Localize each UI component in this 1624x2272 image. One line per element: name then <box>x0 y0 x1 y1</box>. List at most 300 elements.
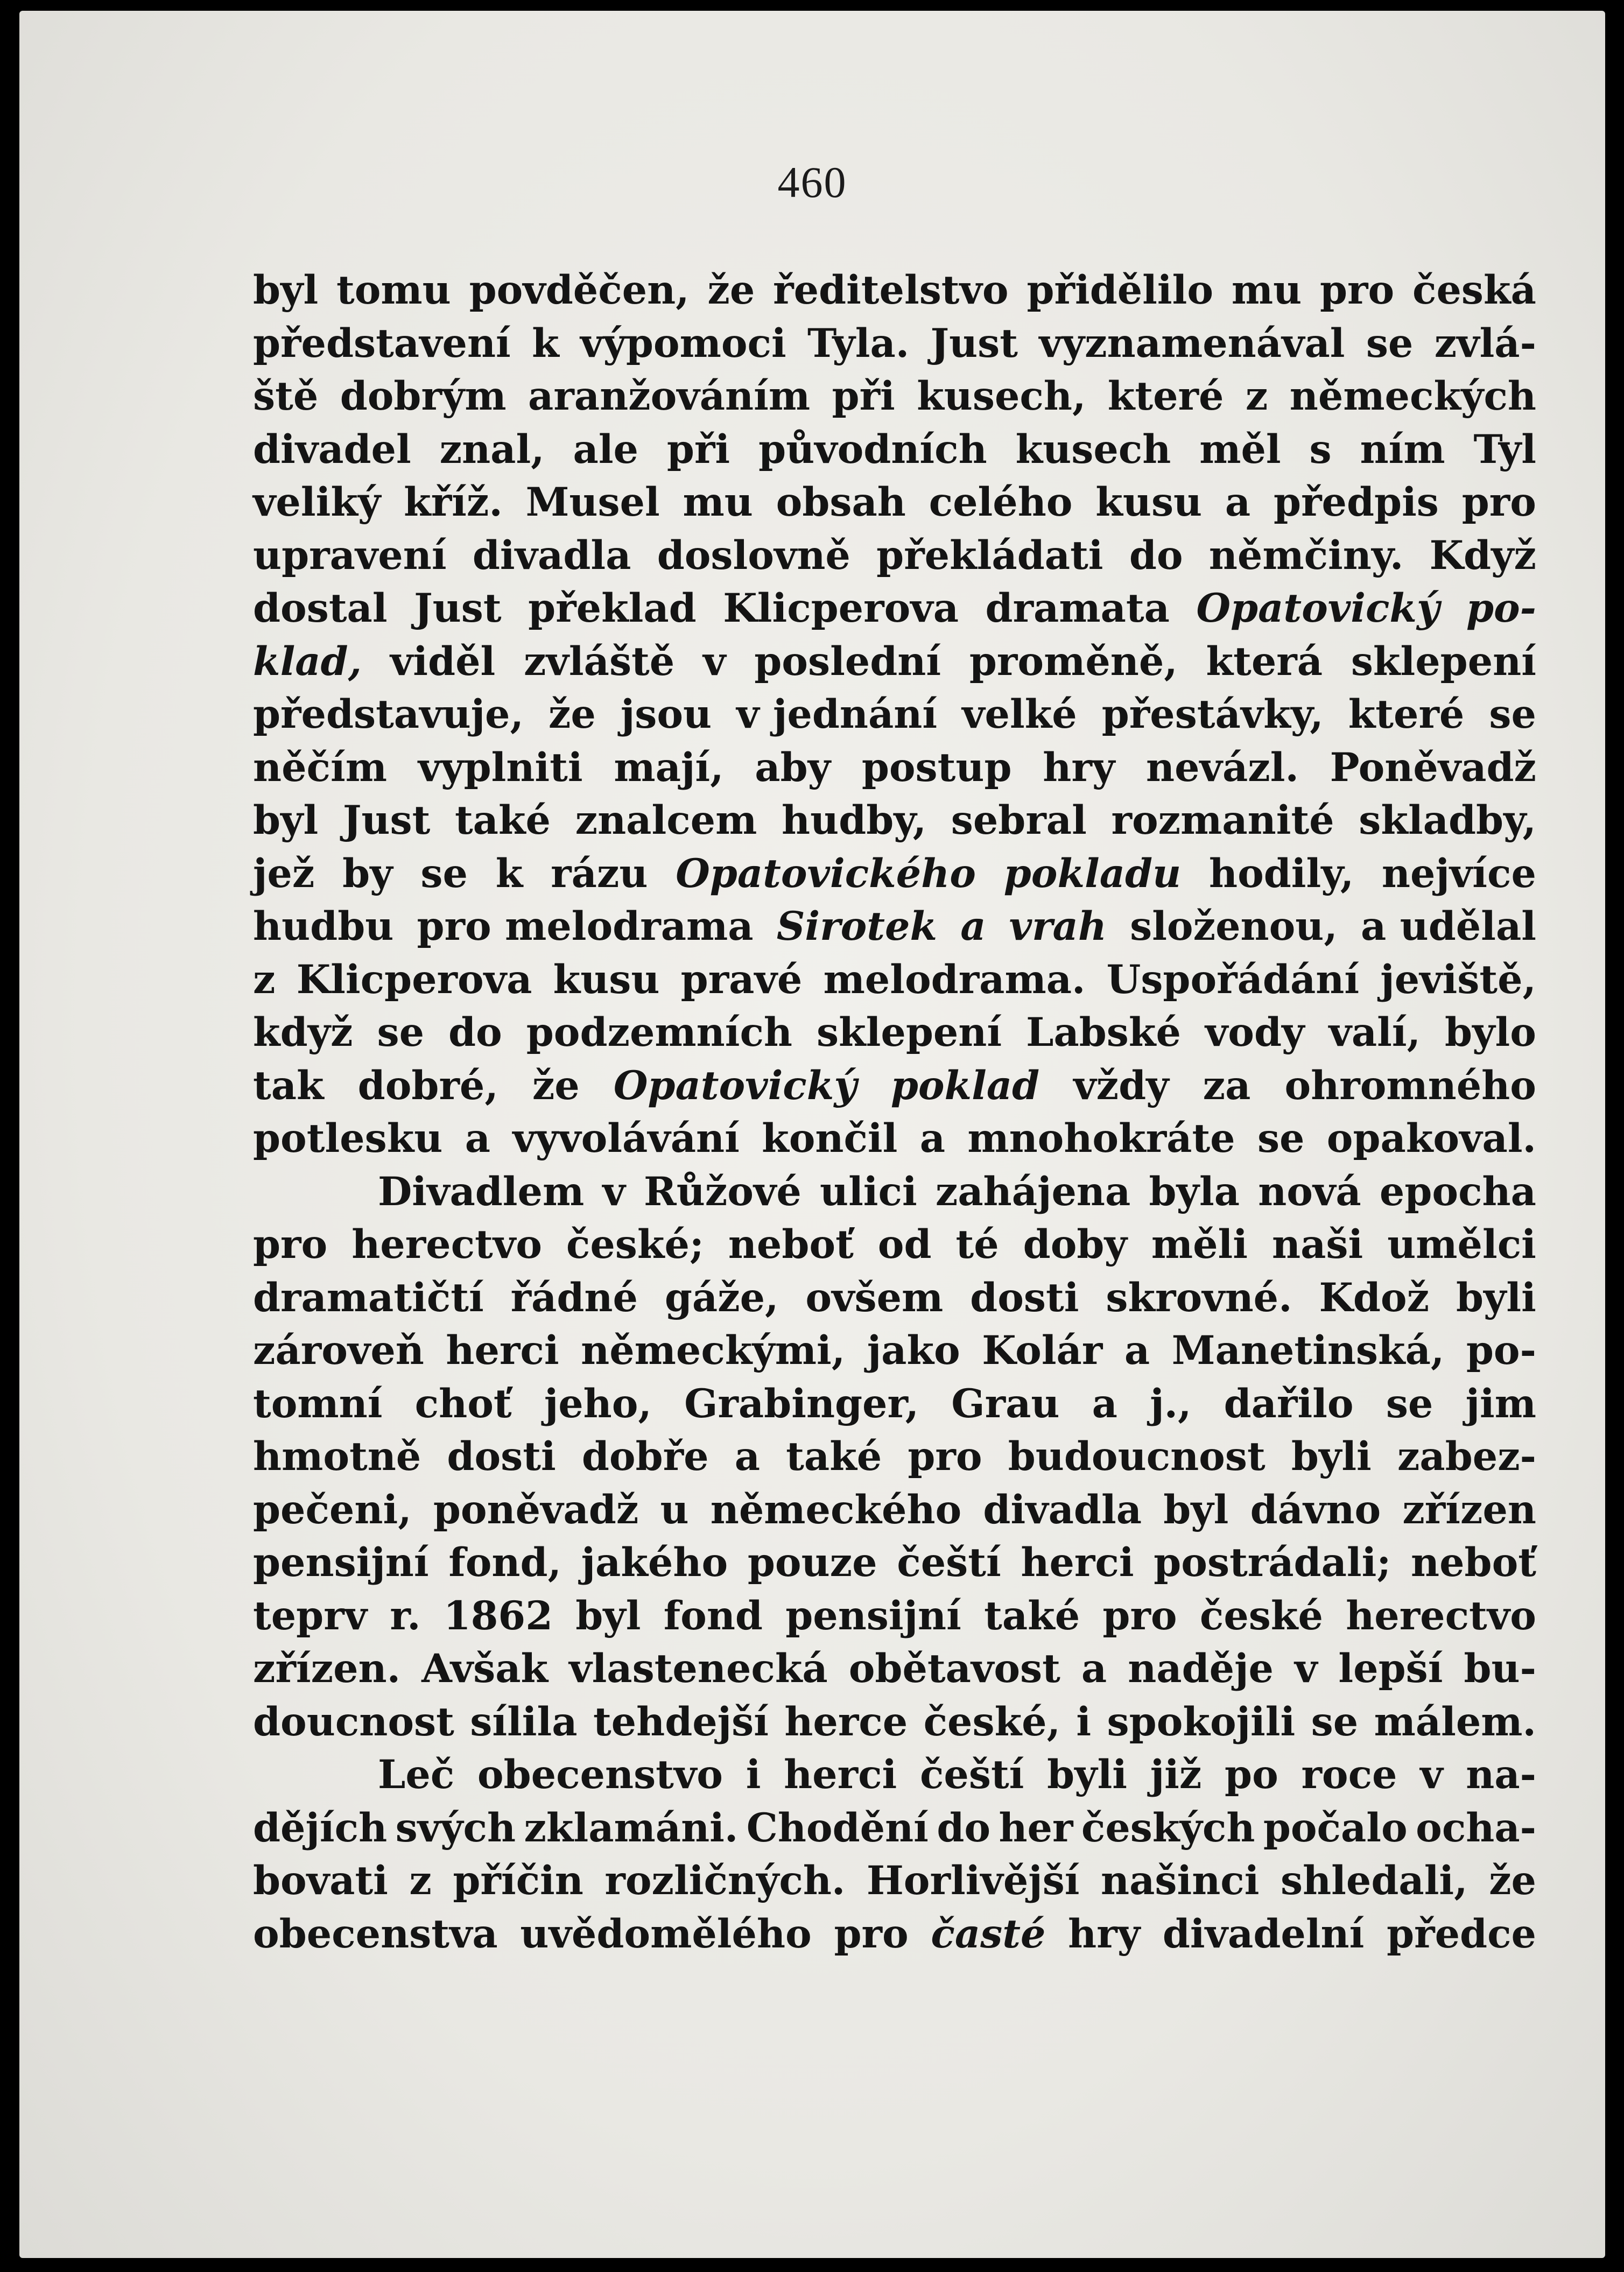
word: našinci <box>1101 1858 1260 1904</box>
word: pensijní <box>253 1539 429 1586</box>
word: česká <box>1412 267 1536 313</box>
word: také <box>454 797 551 843</box>
word: budoucnost <box>1008 1433 1266 1480</box>
word: se <box>1366 320 1414 367</box>
word: již <box>1150 1752 1202 1798</box>
word: od <box>877 1221 932 1268</box>
text-line <box>253 1536 1536 1589</box>
word: v <box>1294 1645 1318 1692</box>
word: z <box>253 956 276 1003</box>
word: složenou, <box>1130 903 1338 949</box>
text-line <box>253 529 1536 582</box>
word: dařilo <box>1224 1380 1354 1427</box>
word: byli <box>1047 1752 1128 1798</box>
word: a <box>1124 1327 1150 1374</box>
word: divadla <box>472 532 631 579</box>
text-line <box>253 900 1536 953</box>
word: herci <box>784 1752 897 1798</box>
word: tak <box>253 1062 324 1109</box>
word: byla <box>1149 1168 1240 1215</box>
word: byli <box>1456 1274 1536 1321</box>
word: dávno <box>1250 1486 1381 1533</box>
italic-word: a <box>960 903 986 949</box>
word: dosti <box>447 1433 556 1480</box>
word: teprv <box>253 1592 368 1639</box>
italic-word: Sirotek <box>776 903 938 949</box>
italic-word: časté <box>931 1910 1046 1957</box>
word: pro <box>908 1433 982 1480</box>
text-line <box>253 1430 1536 1483</box>
word: obsah <box>776 479 906 525</box>
word: a <box>919 1115 946 1162</box>
word: Just <box>930 320 1018 367</box>
text-line <box>253 582 1536 635</box>
text-line <box>253 1218 1536 1271</box>
word: dramata <box>985 585 1170 631</box>
word: r. <box>390 1592 421 1639</box>
word: mu <box>683 479 753 525</box>
word: divadelní <box>1162 1910 1365 1957</box>
word: poslední <box>754 638 941 685</box>
word: mnohokráte <box>967 1115 1235 1162</box>
word: nevázl. <box>1146 744 1299 791</box>
word: neboť <box>1411 1539 1536 1586</box>
word: herci <box>446 1327 559 1374</box>
word: naděje <box>1128 1645 1274 1692</box>
word: byl <box>1163 1486 1229 1533</box>
word: her <box>999 1804 1073 1851</box>
word: se <box>377 1009 425 1056</box>
word: pro <box>253 1221 328 1268</box>
word: pro <box>834 1910 909 1957</box>
word: měl <box>1199 426 1281 473</box>
word: že <box>707 267 755 313</box>
word: kusu <box>1095 479 1203 525</box>
word: byl <box>575 1592 641 1639</box>
word: Poněvadž <box>1330 744 1536 791</box>
word: mají, <box>614 744 724 791</box>
word: j., <box>1150 1380 1192 1427</box>
word: něčím <box>253 744 387 791</box>
word: rozmanité <box>1111 797 1334 843</box>
word: kusu <box>553 956 660 1003</box>
word: jakého <box>581 1539 728 1586</box>
word: ocha- <box>1416 1804 1536 1851</box>
word: z <box>1245 373 1268 419</box>
word: té <box>955 1221 999 1268</box>
word: ulici <box>820 1168 917 1215</box>
text-line <box>253 635 1536 688</box>
word: Labské <box>1026 1009 1181 1056</box>
word: s <box>1309 426 1332 473</box>
word: dobrým <box>340 373 507 419</box>
word: fond <box>663 1592 763 1639</box>
word: herci <box>1021 1539 1134 1586</box>
word: aranžováním <box>528 373 811 419</box>
word: hry <box>1068 1910 1141 1957</box>
word: herectvo <box>351 1221 542 1268</box>
word: do <box>937 1804 991 1851</box>
word: Divadlem <box>378 1168 585 1215</box>
book-page <box>19 11 1605 2258</box>
word: zřízen. <box>253 1645 401 1692</box>
word: hmotně <box>253 1433 421 1480</box>
word: melodrama. <box>823 956 1086 1003</box>
word: měli <box>1151 1221 1248 1268</box>
word: i <box>746 1752 761 1798</box>
word: Klicperova <box>723 585 959 631</box>
word: sklepení <box>816 1009 1002 1056</box>
word: ale <box>573 426 638 473</box>
text-line <box>253 1642 1536 1696</box>
word: opakoval. <box>1326 1115 1536 1162</box>
word: kusech <box>1015 426 1171 473</box>
word: a <box>1081 1645 1107 1692</box>
word: dějích <box>253 1804 388 1851</box>
word: gáže, <box>664 1274 779 1321</box>
word: celého <box>929 479 1073 525</box>
word: při <box>832 373 895 419</box>
word: příčin <box>453 1858 583 1904</box>
text-line <box>253 741 1536 794</box>
word: české, <box>923 1698 1061 1745</box>
word: pouze <box>747 1539 877 1586</box>
word: do <box>1129 532 1183 579</box>
word: představení <box>253 320 511 367</box>
word: zklamáni. <box>524 1804 739 1851</box>
word: Chodění <box>746 1804 929 1851</box>
italic-word: pokladu <box>1003 850 1182 897</box>
word: lepší <box>1338 1645 1443 1692</box>
text-line <box>253 317 1536 370</box>
word: Just <box>342 797 431 843</box>
word: jeviště, <box>1380 956 1536 1003</box>
word: shledali, <box>1281 1858 1468 1904</box>
word: české <box>1199 1592 1323 1639</box>
word: v <box>1420 1752 1443 1798</box>
word: rozličných. <box>604 1858 846 1904</box>
word: při <box>666 426 730 473</box>
word: naši <box>1272 1221 1363 1268</box>
word: Když <box>1429 532 1536 579</box>
word: sebral <box>951 797 1087 843</box>
word: a udělal <box>1360 903 1536 949</box>
word: Kdož <box>1319 1274 1430 1321</box>
word: Uspořádání <box>1106 956 1360 1003</box>
text-line <box>253 1006 1536 1059</box>
word: neboť <box>728 1221 854 1268</box>
text-line <box>253 1324 1536 1377</box>
text-line <box>253 1483 1536 1537</box>
word: z <box>409 1858 432 1904</box>
word: do <box>448 1009 502 1056</box>
word: k <box>532 320 559 367</box>
word: proměně, <box>969 638 1178 685</box>
word: ním <box>1360 426 1445 473</box>
word: které <box>1348 691 1465 737</box>
word: předce <box>1387 1910 1536 1957</box>
word: málem. <box>1374 1698 1536 1745</box>
word: tomu <box>336 267 451 313</box>
word: hodily, <box>1209 850 1354 897</box>
word: čeští <box>897 1539 1001 1586</box>
italic-word: vrah <box>1009 903 1107 949</box>
word: zabez- <box>1397 1433 1536 1480</box>
word: po- <box>1466 1327 1536 1374</box>
word: poněvadž <box>433 1486 639 1533</box>
word: a <box>465 1115 491 1162</box>
body-text <box>253 264 1536 1960</box>
word: hudby, <box>782 797 927 843</box>
word: kříž. <box>404 479 503 525</box>
text-line <box>253 688 1536 741</box>
word: veliký <box>253 479 381 525</box>
word: pro <box>1102 1592 1177 1639</box>
word: Grau <box>951 1380 1060 1427</box>
word: kusech, <box>917 373 1086 419</box>
word: obecenstvo <box>477 1752 723 1798</box>
word: které <box>1107 373 1224 419</box>
text-line <box>253 476 1536 529</box>
page-number: 460 <box>777 158 847 207</box>
word: zřízen <box>1402 1486 1536 1533</box>
word: byli <box>1291 1433 1372 1480</box>
word: znal, <box>439 426 545 473</box>
word: ovšem <box>805 1274 944 1321</box>
word: vyvolávání <box>512 1115 740 1162</box>
word: zvlá- <box>1434 320 1536 367</box>
word: že <box>548 691 596 737</box>
word: jež <box>253 850 315 897</box>
text-line <box>253 1748 1536 1802</box>
word: k <box>495 850 523 897</box>
word: mu <box>1231 267 1302 313</box>
word: valí, <box>1328 1009 1421 1056</box>
word: bylo <box>1445 1009 1536 1056</box>
word: dobré, <box>357 1062 498 1109</box>
word: sklepení <box>1351 638 1536 685</box>
word: podzemních <box>526 1009 792 1056</box>
word: znalcem <box>575 797 757 843</box>
word: která <box>1206 638 1323 685</box>
word: u <box>660 1486 689 1533</box>
word: postup <box>861 744 1012 791</box>
word: byl <box>253 797 319 843</box>
word: se <box>1257 1115 1305 1162</box>
word: Tyla. <box>807 320 910 367</box>
word: vždy <box>1073 1062 1169 1109</box>
word: překlad <box>528 585 697 631</box>
text-line <box>253 1854 1536 1908</box>
italic-word: Opatovického <box>676 850 976 897</box>
word: a <box>734 1433 761 1480</box>
text-line <box>253 1112 1536 1165</box>
word: nejvíce <box>1381 850 1536 897</box>
word: tomní <box>253 1380 383 1427</box>
word: jako <box>867 1327 960 1374</box>
word: zvláště <box>524 638 675 685</box>
word: postrádali; <box>1154 1539 1391 1586</box>
word: Musel <box>525 479 660 525</box>
word: také <box>786 1433 882 1480</box>
word: zároveň <box>253 1327 424 1374</box>
word: řádné <box>510 1274 638 1321</box>
italic-word: poklad <box>890 1062 1040 1109</box>
word: pro <box>1461 479 1536 525</box>
word: svých <box>395 1804 516 1851</box>
word: za <box>1203 1062 1251 1109</box>
word: uvědomělého <box>520 1910 812 1957</box>
word: dobře <box>581 1433 709 1480</box>
italic-word: Opatovický <box>1196 585 1440 631</box>
word: divadla <box>983 1486 1142 1533</box>
word: zahájena <box>935 1168 1131 1215</box>
word: vyplniti <box>418 744 583 791</box>
word: němčiny. <box>1208 532 1404 579</box>
word: v <box>703 638 726 685</box>
text-line <box>253 953 1536 1007</box>
word: pravé <box>680 956 803 1003</box>
word: dosti <box>970 1274 1079 1321</box>
word: se <box>1386 1380 1433 1427</box>
text-line <box>253 1802 1536 1855</box>
word: 1862 <box>443 1592 553 1639</box>
word: jsou <box>620 691 712 737</box>
italic-word: klad, <box>253 638 362 685</box>
word: aby <box>755 744 831 791</box>
word: Tyl <box>1473 426 1536 473</box>
text-line <box>253 1271 1536 1325</box>
word: Grabinger, <box>684 1380 919 1427</box>
word: Just <box>414 585 502 631</box>
word: předpis <box>1274 479 1439 525</box>
word: na- <box>1466 1752 1536 1798</box>
word: fond, <box>448 1539 561 1586</box>
word: představuje, <box>253 691 524 737</box>
word: bovati <box>253 1858 388 1904</box>
word: herectvo <box>1346 1592 1536 1639</box>
italic-word: po- <box>1466 585 1536 631</box>
text-line <box>253 1908 1536 1961</box>
word: doby <box>1023 1221 1127 1268</box>
word: tehdejší <box>593 1698 769 1745</box>
word: bu- <box>1464 1645 1536 1692</box>
word: hudbu <box>253 903 394 949</box>
word: herce <box>784 1698 908 1745</box>
word: divadel <box>253 426 411 473</box>
text-line <box>253 794 1536 847</box>
word: také <box>984 1592 1080 1639</box>
text-line <box>253 264 1536 317</box>
word: německými, <box>581 1327 846 1374</box>
word: po <box>1225 1752 1278 1798</box>
word: upravení <box>253 532 447 579</box>
word: vyznamenával <box>1039 320 1345 367</box>
word: Růžové <box>644 1168 802 1215</box>
word: ředitelstvo <box>773 267 1009 313</box>
word: pro <box>1320 267 1395 313</box>
word: Manetinská, <box>1171 1327 1445 1374</box>
word: německého <box>710 1486 962 1533</box>
text-line <box>253 423 1536 476</box>
word: umělci <box>1387 1221 1536 1268</box>
word: v jednání <box>736 691 938 737</box>
word: jeho, <box>544 1380 652 1427</box>
word: spokojili <box>1107 1698 1296 1745</box>
word: v <box>602 1168 625 1215</box>
word: ohromného <box>1284 1062 1536 1109</box>
word: hry <box>1043 744 1115 791</box>
word: se <box>1489 691 1536 737</box>
word: českých <box>1081 1804 1255 1851</box>
text-line <box>253 1377 1536 1431</box>
word: čeští <box>919 1752 1024 1798</box>
word: dostal <box>253 585 388 631</box>
word: by <box>342 850 393 897</box>
word: doslovně <box>657 532 850 579</box>
word: potlesku <box>253 1115 443 1162</box>
word: choť <box>414 1380 512 1427</box>
text-line <box>253 1696 1536 1749</box>
word: pečeni, <box>253 1486 412 1533</box>
text-line <box>253 1589 1536 1643</box>
word: nová <box>1258 1168 1361 1215</box>
word: přidělilo <box>1027 267 1214 313</box>
word: povděčen, <box>469 267 690 313</box>
word: Leč <box>378 1752 455 1798</box>
italic-word: Opatovický <box>613 1062 857 1109</box>
word: byl <box>253 267 319 313</box>
word: obětavost <box>848 1645 1060 1692</box>
word: překládati <box>876 532 1103 579</box>
word: dramatičtí <box>253 1274 484 1321</box>
word: české; <box>566 1221 704 1268</box>
word: Avšak <box>421 1645 549 1692</box>
word: pensijní <box>785 1592 961 1639</box>
word: a <box>1092 1380 1117 1427</box>
word: pro melodrama <box>417 903 754 949</box>
word: roce <box>1301 1752 1397 1798</box>
word: že <box>532 1062 580 1109</box>
text-line <box>253 1059 1536 1113</box>
word: když <box>253 1009 353 1056</box>
word: skladby, <box>1359 797 1536 843</box>
word: ště <box>253 373 319 419</box>
word: se <box>1311 1698 1359 1745</box>
word: vlastenecká <box>569 1645 828 1692</box>
word: končil <box>762 1115 898 1162</box>
word: velké <box>962 691 1077 737</box>
word: obecenstva <box>253 1910 498 1957</box>
word: německých <box>1289 373 1536 419</box>
word: skrovné. <box>1106 1274 1292 1321</box>
word: že <box>1489 1858 1536 1904</box>
word: i <box>1076 1698 1092 1745</box>
word: výpomoci <box>580 320 786 367</box>
text-line <box>253 370 1536 423</box>
word: a <box>1225 479 1251 525</box>
word: Kolár <box>982 1327 1103 1374</box>
word: rázu <box>551 850 648 897</box>
text-line <box>253 847 1536 901</box>
text-line <box>253 1165 1536 1219</box>
word: původních <box>758 426 987 473</box>
word: epocha <box>1379 1168 1536 1215</box>
word: Klicperova <box>296 956 532 1003</box>
word: počalo <box>1263 1804 1408 1851</box>
word: přestávky, <box>1101 691 1324 737</box>
word: sílila <box>470 1698 578 1745</box>
